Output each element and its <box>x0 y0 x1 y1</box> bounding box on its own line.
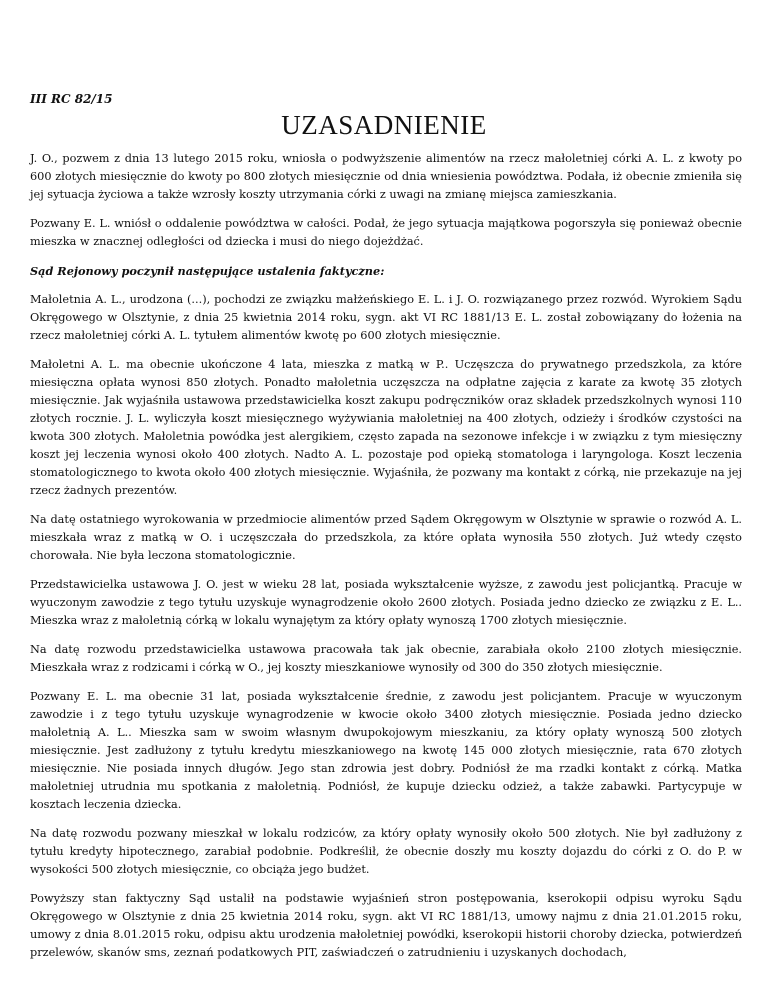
paragraph: Na datę rozwodu pozwany mieszkał w lokalu rodziców, za który opłaty wynosiły około 500 złotych. Nie był zadłużony z tytułu kredyty hipotecznego, zarabiał podobnie. Podkreślił, że obecnie doszły mu koszty dojazdu do córki z O. do P. w wysokości 500 złotych miesięcznie, co obciąża jego budżet. <box>30 827 742 876</box>
paragraph: Na datę ostatniego wyrokowania w przedmiocie alimentów przed Sądem Okręgowym w Olsztynie w sprawie o rozwód A. L. mieszkała wraz z matką w O. i uczęszczała do przedszkola, za które opłata wynosiła 550 złotych. Już wtedy często chorowała. Nie była leczona stomatologicznie. <box>30 513 742 562</box>
document-body <box>30 150 742 973</box>
paragraph: Powyższy stan faktyczny Sąd ustalił na podstawie wyjaśnień stron postępowania, kserokopii odpisu wyroku Sądu Okręgowego w Olsztynie z dnia 25 kwietnia 2014 roku, sygn. akt VI RC 1881/13, umowy najmu z dnia 21.01.2015 roku, umowy z dnia 8.01.2015 roku, odpisu aktu urodzenia małoletniej powódki, kserokopii historii choroby dziecka, potwierdzeń przelewów, skanów sms, zeznań podatkowych PIT, zaświadczeń o zatrudnieniu i uzyskanych dochodach, <box>30 892 742 959</box>
paragraph: Małoletni A. L. ma obecnie ukończone 4 lata, mieszka z matką w P.. Uczęszcza do prywatnego przedszkola, za które miesięczna opłata wynosi 850 złotych. Ponadto małoletnia uczęszcza na odpłatne zajęcia z karate za kwotę 35 złotych miesięcznie. Jak wyjaśniła ustawowa przedstawicielka koszt zakupu podręczników oraz składek przedszkolnych wynosi 110 złotych rocznie. J. L. wyliczyła koszt miesięcznego wyżywiania małoletniej na 400 złotych, odzieży i środków czystości na kwota 300 złotych. Małoletnia powódka jest alergikiem, często zapada na sezonowe infekcje i w związku z tym miesięczny koszt jej leczenia wynosi około 400 złotych. Nadto A. L. pozostaje pod opieką stomatologa i laryngologa. Koszt leczenia stomatologicznego to kwota około 400 złotych miesięcznie. Wyjaśniła, że pozwany ma kontakt z córką, nie przekazuje na jej rzecz żadnych prezentów. <box>30 358 742 497</box>
section-heading: Sąd Rejonowy poczynił następujące ustalenia faktyczne: <box>30 264 385 278</box>
paragraph: Przedstawicielka ustawowa J. O. jest w wieku 28 lat, posiada wykształcenie wyższe, z zawodu jest policjantką. Pracuje w wyuczonym zawodzie z tego tytułu uzyskuje wynagrodzenie około 2600 złotych. Posiada jedno dziecko ze związku z E. L.. Mieszka wraz z małoletnią córką w lokalu wynajętym za który opłaty wynoszą 1700 złotych miesięcznie. <box>30 578 742 627</box>
paragraph: Pozwany E. L. wniósł o oddalenie powództwa w całości. Podał, że jego sytuacja majątkowa pogorszyła się ponieważ obecnie mieszka w znacznej odległości od dziecka i musi do niego dojeżdżać. <box>30 217 742 248</box>
paragraph: Na datę rozwodu przedstawicielka ustawowa pracowała tak jak obecnie, zarabiała około 2100 złotych miesięcznie. Mieszkała wraz z rodzicami i córką w O., jej koszty mieszkaniowe wynosiły od 300 do 350 złotych miesięcznie. <box>30 643 742 674</box>
paragraph: J. O., pozwem z dnia 13 lutego 2015 roku, wniosła o podwyższenie alimentów na rzecz małoletniej córki A. L. z kwoty po 600 złotych miesięcznie do kwoty po 800 złotych miesięcznie od dnia wniesienia powództwa. Podała, iż obecnie zmieniła się jej sytuacja życiowa a także wzrosły koszty utrzymania córki z uwagi na zmianę miejsca zamieszkania. <box>30 152 742 201</box>
paragraph: Pozwany E. L. ma obecnie 31 lat, posiada wykształcenie średnie, z zawodu jest policjantem. Pracuje w wyuczonym zawodzie i z tego tytułu uzyskuje wynagrodzenie w kwocie około 3400 złotych miesięcznie. Posiada jedno dziecko małoletnią A. L.. Mieszka sam w swoim własnym dwupokojowym mieszkaniu, za który opłaty wynoszą 500 złotych miesięcznie. Jest zadłużony z tytułu kredytu mieszkaniowego na kwotę 145 000 złotych miesięcznie, rata 670 złotych miesięcznie. Nie posiada innych długów. Jego stan zdrowia jest dobry. Podniósł że ma rzadki kontakt z córką. Matka małoletniej utrudnia mu spotkania z małoletnią. Podniósł, że kupuje dziecku odzież, a także zabawki. Partycypuje w kosztach leczenia dziecka. <box>30 690 742 811</box>
case-number: III RC 82/15 <box>30 92 113 106</box>
paragraph: Małoletnia A. L., urodzona (...), pochodzi ze związku małżeńskiego E. L. i J. O. rozwiązanego przez rozwód. Wyrokiem Sądu Okręgowego w Olsztynie, z dnia 25 kwietnia 2014 roku, sygn. akt VI RC 1881/13 E. L. został zobowiązany do łożenia na rzecz małoletniej córki A. L. tytułem alimentów kwotę po 600 złotych miesięcznie. <box>30 293 742 342</box>
document-title: UZASADNIENIE <box>281 110 487 140</box>
